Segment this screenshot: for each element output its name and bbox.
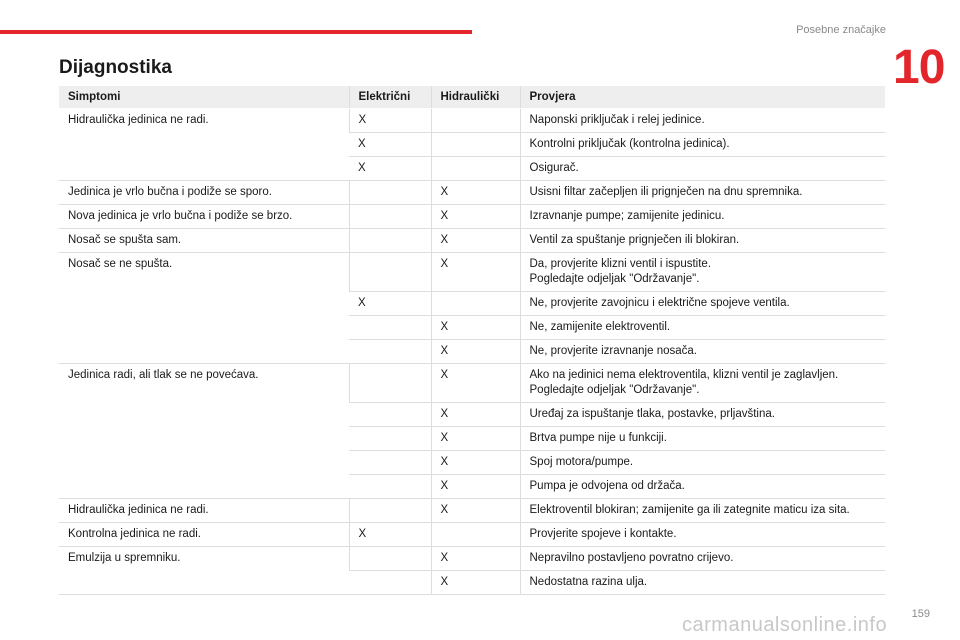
hydraulic-cell: X [431,205,520,229]
check-text: Spoj motora/pumpe. [529,456,634,468]
check-cell [520,340,885,364]
hydraulic-cell: X [431,427,520,451]
table-row [59,109,885,133]
table-row [59,523,885,547]
hydraulic-cell [431,292,520,316]
check-cell [520,427,885,451]
check-cell [520,253,885,292]
check-text: Pogledajte odjeljak "Održavanje". [529,384,700,396]
check-text: Provjerite spojeve i kontakte. [529,528,677,540]
check-cell [520,109,885,133]
check-text: Nepravilno postavljeno povratno crijevo. [529,552,734,564]
hydraulic-cell [431,523,520,547]
check-text: Osigurač. [529,162,579,174]
electric-cell [349,403,431,427]
hydraulic-cell: X [431,499,520,523]
electric-cell: X [349,292,431,316]
table-row [59,253,885,292]
electric-cell [349,571,431,595]
check-text: Nedostatna razina ulja. [529,576,648,588]
electric-cell [349,316,431,340]
check-text: Ne, provjerite izravnanje nosača. [529,345,697,357]
symptom-cell: Nosač se spušta sam. [59,229,349,253]
hydraulic-cell [431,109,520,133]
check-text: Naponski priključak i relej jedinice. [529,114,705,126]
table-row [59,205,885,229]
diagnostics-table-container [59,86,885,595]
symptom-cell: Kontrolna jedinica ne radi. [59,523,349,547]
check-text: Uređaj za ispuštanje tlaka, postavke, prljavština. [529,408,775,420]
check-text: Pumpa je odvojena od držača. [529,480,685,492]
electric-cell: X [349,109,431,133]
electric-cell [349,205,431,229]
hydraulic-cell: X [431,571,520,595]
electric-cell: X [349,523,431,547]
electric-cell: X [349,133,431,157]
diagnostics-table [59,86,885,595]
hydraulic-cell: X [431,340,520,364]
hydraulic-cell: X [431,475,520,499]
table-row [59,229,885,253]
check-text: Ne, zamijenite elektroventil. [529,321,671,333]
hydraulic-cell [431,133,520,157]
check-cell [520,475,885,499]
electric-cell [349,499,431,523]
hydraulic-cell: X [431,364,520,403]
hydraulic-cell: X [431,316,520,340]
check-text: Usisni filtar začepljen ili prignječen na dnu spremnika. [529,186,803,198]
page-title: Dijagnostika [59,57,172,78]
check-cell [520,292,885,316]
table-row [59,547,885,571]
table-body [59,109,885,595]
electric-cell [349,181,431,205]
check-text: Brtva pumpe nije u funkciji. [529,432,667,444]
electric-cell [349,451,431,475]
column-header-symptoms: Simptomi [59,86,349,109]
symptom-cell: Hidraulička jedinica ne radi. [59,109,349,181]
check-text: Da, provjerite klizni ventil i ispustite. [529,258,712,270]
page-number: 159 [911,608,930,620]
check-cell [520,205,885,229]
watermark: carmanualsonline.info [682,614,888,636]
check-text: Ako na jedinici nema elektroventila, klizni ventil je zaglavljen. [529,369,839,381]
check-cell [520,181,885,205]
table-header-row [59,86,885,109]
check-cell [520,364,885,403]
hydraulic-cell: X [431,181,520,205]
section-label: Posebne značajke [796,24,886,36]
check-cell [520,316,885,340]
check-cell [520,133,885,157]
hydraulic-cell: X [431,229,520,253]
electric-cell [349,229,431,253]
hydraulic-cell: X [431,403,520,427]
header-accent-bar [0,30,472,34]
electric-cell: X [349,157,431,181]
check-cell [520,229,885,253]
symptom-cell: Nova jedinica je vrlo bučna i podiže se brzo. [59,205,349,229]
electric-cell [349,475,431,499]
electric-cell [349,427,431,451]
electric-cell [349,253,431,292]
check-cell [520,451,885,475]
check-text: Ne, provjerite zavojnicu i električne spojeve ventila. [529,297,790,309]
check-cell [520,571,885,595]
check-text: Elektroventil blokiran; zamijenite ga ili zategnite maticu iza sita. [529,504,850,516]
symptom-cell: Nosač se ne spušta. [59,253,349,364]
check-cell [520,403,885,427]
electric-cell [349,364,431,403]
table-row [59,364,885,403]
hydraulic-cell: X [431,451,520,475]
electric-cell [349,547,431,571]
electric-cell [349,340,431,364]
symptom-cell: Jedinica je vrlo bučna i podiže se sporo. [59,181,349,205]
column-header-hydraulic: Hidraulički [431,86,520,109]
hydraulic-cell: X [431,547,520,571]
column-header-electric: Električni [349,86,431,109]
hydraulic-cell: X [431,253,520,292]
table-row [59,181,885,205]
symptom-cell: Hidraulička jedinica ne radi. [59,499,349,523]
check-text: Pogledajte odjeljak "Održavanje". [529,273,700,285]
chapter-number: 10 [893,41,945,94]
hydraulic-cell [431,157,520,181]
check-cell [520,523,885,547]
check-text: Ventil za spuštanje prignječen ili blokiran. [529,234,740,246]
table-row [59,499,885,523]
check-cell [520,157,885,181]
check-text: Izravnanje pumpe; zamijenite jedinicu. [529,210,725,222]
check-cell [520,547,885,571]
symptom-cell: Jedinica radi, ali tlak se ne povećava. [59,364,349,499]
check-cell [520,499,885,523]
check-text: Kontrolni priključak (kontrolna jedinica). [529,138,730,150]
column-header-check: Provjera [520,86,885,109]
symptom-cell: Emulzija u spremniku. [59,547,349,595]
